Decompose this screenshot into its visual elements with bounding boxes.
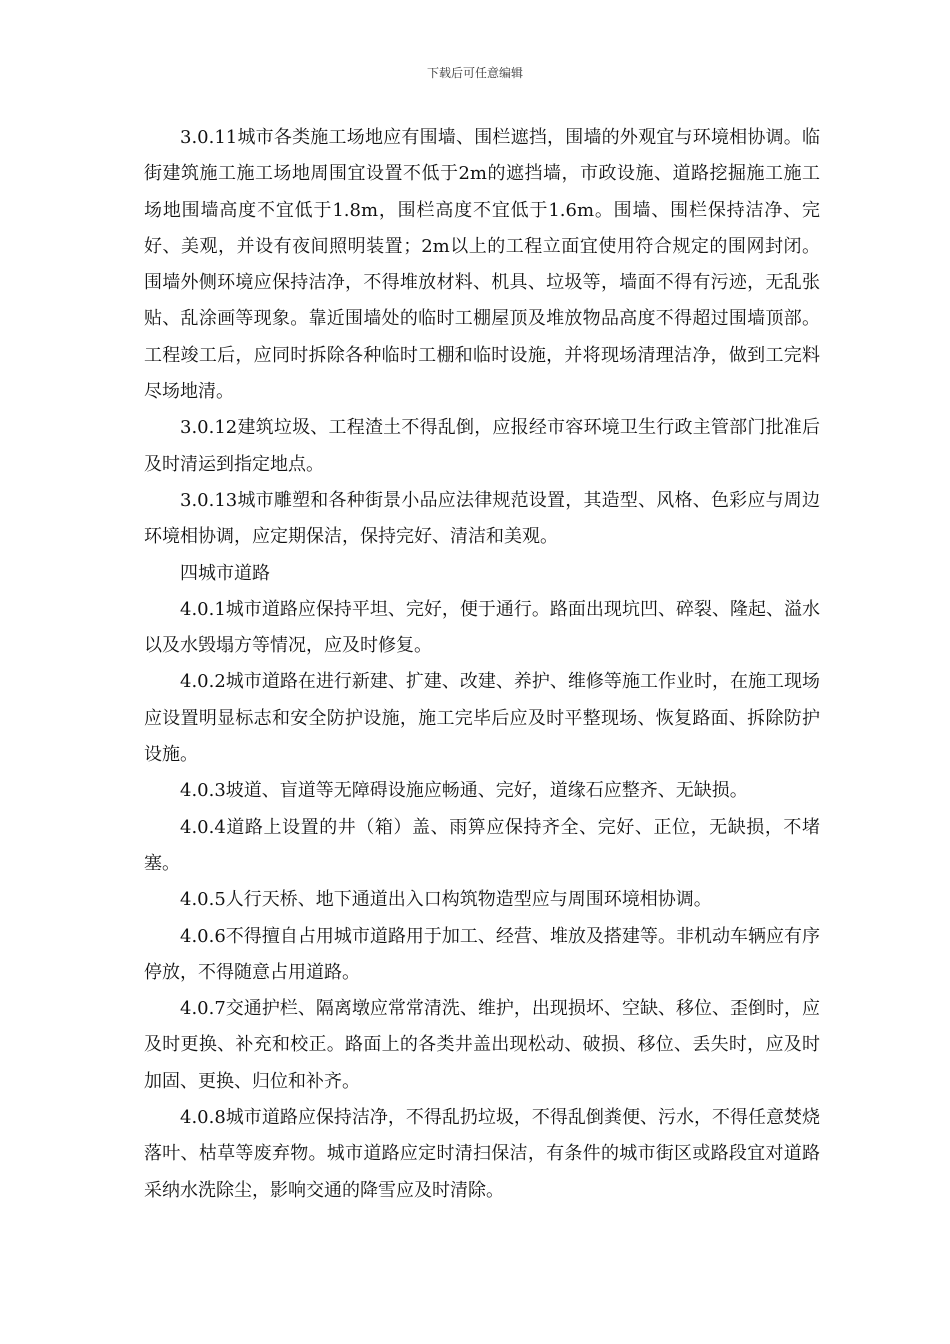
paragraph-4-0-6: 4.0.6不得擅自占用城市道路用于加工、经营、堆放及搭建等。非机动车辆应有序停放，不得随意占用道路。: [144, 925, 820, 983]
paragraph-4-0-1: 4.0.1城市道路应保持平坦、完好，便于通行。路面出现坑凹、碎裂、隆起、溢水以及水毁塌方等情况，应及时修复。: [144, 598, 820, 657]
paragraph-3-0-11: 3.0.11城市各类施工场地应有围墙、围栏遮挡，围墙的外观宜与环境相协调。临街建筑施工施工场地周围宜设置不低于2m的遮挡墙，市政设施、道路挖掘施工施工场地围墙高度不宜低于1.8m，围栏高度不宜低于1.6m。围墙、围栏保持洁净、完好、美观，并设有夜间照明装置；2m以上的工程立面宜使用符合规定的围网封闭。围墙外侧环境应保持洁净，不得堆放材料、机具、垃圾等，墙面不得有污迹，无乱张贴、乱涂画等现象。靠近围墙处的临时工棚屋顶及堆放物品高度不得超过围墙顶部。工程竣工后，应同时拆除各种临时工棚和临时设施，并将现场清理洁净，做到工完料尽场地清。: [144, 127, 820, 403]
paragraph-4-0-5: 4.0.5人行天桥、地下通道出入口构筑物造型应与周围环境相协调。: [180, 889, 712, 911]
section-heading-4: 四城市道路: [180, 562, 270, 584]
paragraph-4-0-4: 4.0.4道路上设置的井（箱）盖、雨箅应保持齐全、完好、正位，无缺损，不堵塞。: [144, 816, 820, 874]
page-header: 下载后可任意编辑: [426, 66, 523, 80]
paragraph-4-0-7: 4.0.7交通护栏、隔离墩应常常清洗、维护，出现损坏、空缺、移位、歪倒时，应及时更换、补充和校正。路面上的各类井盖出现松动、破损、移位、丢失时，应及时加固、更换、归位和补齐。: [144, 998, 820, 1092]
paragraph-3-0-13: 3.0.13城市雕塑和各种街景小品应法律规范设置，其造型、风格、色彩应与周边环境相协调，应定期保洁，保持完好、清洁和美观。: [144, 489, 820, 548]
paragraph-4-0-8: 4.0.8城市道路应保持洁净，不得乱扔垃圾，不得乱倒粪便、污水，不得任意焚烧落叶、枯草等废弃物。城市道路应定时清扫保洁，有条件的城市街区或路段宜对道路采纳水洗除尘，影响交通的降雪应及时清除。: [144, 1107, 820, 1201]
document-body: [144, 120, 820, 1209]
paragraph-4-0-2: 4.0.2城市道路在进行新建、扩建、改建、养护、维修等施工作业时，在施工现场应设置明显标志和安全防护设施，施工完毕后应及时平整现场、恢复路面、拆除防护设施。: [144, 671, 820, 766]
paragraph-3-0-12: 3.0.12建筑垃圾、工程渣土不得乱倒，应报经市容环境卫生行政主管部门批准后及时清运到指定地点。: [144, 417, 820, 475]
paragraph-4-0-3: 4.0.3坡道、盲道等无障碍设施应畅通、完好，道缘石应整齐、无缺损。: [180, 780, 748, 802]
